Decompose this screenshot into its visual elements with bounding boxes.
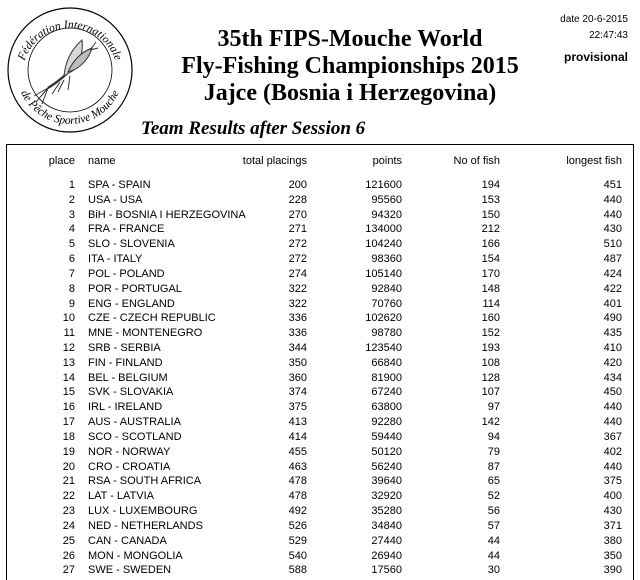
table-row bbox=[7, 520, 633, 535]
title-line-1: 35th FIPS-Mouche World bbox=[217, 26, 483, 52]
cell-team-name: SVK - SLOVAKIA bbox=[88, 386, 174, 399]
table-row bbox=[7, 446, 633, 461]
cell-place: 19 bbox=[62, 445, 75, 458]
cell-place: 5 bbox=[68, 238, 75, 251]
cell-no-of-fish: 166 bbox=[481, 238, 500, 251]
page-subtitle: Team Results after Session 6 bbox=[141, 118, 366, 139]
cell-points: 121600 bbox=[365, 179, 402, 191]
cell-points: 32920 bbox=[371, 490, 402, 503]
results-table bbox=[6, 144, 634, 580]
cell-total-placings: 272 bbox=[288, 238, 307, 251]
header-place: place bbox=[48, 155, 75, 167]
cell-longest-fish: 371 bbox=[603, 519, 622, 532]
table-row bbox=[7, 223, 633, 238]
cell-total-placings: 463 bbox=[288, 460, 307, 473]
cell-team-name: NOR - NORWAY bbox=[88, 445, 171, 458]
cell-total-placings: 360 bbox=[288, 371, 307, 384]
cell-total-placings: 374 bbox=[288, 386, 307, 399]
svg-text:de Pêche Sportive Mouche bbox=[18, 88, 122, 127]
table-row bbox=[7, 475, 633, 490]
header-no-of-fish: No of fish bbox=[453, 155, 500, 167]
cell-total-placings: 344 bbox=[288, 342, 307, 355]
cell-no-of-fish: 108 bbox=[481, 356, 500, 369]
cell-total-placings: 526 bbox=[288, 519, 307, 532]
cell-place: 20 bbox=[62, 460, 75, 473]
table-row bbox=[7, 461, 633, 476]
cell-team-name: LAT - LATVIA bbox=[88, 490, 155, 503]
cell-place: 27 bbox=[62, 564, 75, 577]
cell-place: 10 bbox=[62, 312, 75, 325]
cell-team-name: SCO - SCOTLAND bbox=[88, 430, 182, 443]
cell-longest-fish: 350 bbox=[603, 549, 622, 562]
table-row bbox=[7, 372, 633, 387]
cell-place: 4 bbox=[68, 223, 75, 236]
table-row bbox=[7, 505, 633, 520]
cell-no-of-fish: 150 bbox=[481, 208, 500, 221]
cell-longest-fish: 390 bbox=[603, 564, 622, 577]
cell-team-name: POL - POLAND bbox=[88, 267, 165, 280]
cell-points: 17560 bbox=[371, 564, 402, 577]
cell-no-of-fish: 44 bbox=[487, 534, 500, 547]
cell-team-name: BEL - BELGIUM bbox=[88, 371, 168, 384]
report-date: date 20-6-2015 bbox=[560, 14, 628, 25]
cell-team-name: IRL - IRELAND bbox=[88, 401, 163, 414]
cell-points: 105140 bbox=[365, 267, 402, 280]
table-row bbox=[7, 416, 633, 431]
cell-longest-fish: 435 bbox=[603, 327, 622, 340]
cell-place: 12 bbox=[62, 342, 75, 355]
cell-total-placings: 274 bbox=[288, 267, 307, 280]
cell-place: 16 bbox=[62, 401, 75, 414]
cell-total-placings: 540 bbox=[288, 549, 307, 562]
cell-team-name: RSA - SOUTH AFRICA bbox=[88, 475, 202, 488]
mayfly-icon bbox=[34, 40, 98, 104]
table-row bbox=[7, 253, 633, 268]
cell-longest-fish: 367 bbox=[603, 430, 622, 443]
cell-total-placings: 478 bbox=[288, 475, 307, 488]
cell-points: 104240 bbox=[365, 238, 402, 251]
cell-longest-fish: 420 bbox=[603, 356, 622, 369]
cell-place: 17 bbox=[62, 416, 75, 429]
cell-longest-fish: 490 bbox=[603, 312, 622, 325]
logo-text-bottom: de Pêche Sportive Mouche bbox=[18, 88, 122, 128]
cell-place: 15 bbox=[62, 386, 75, 399]
cell-team-name: AUS - AUSTRALIA bbox=[88, 416, 181, 429]
table-row bbox=[7, 535, 633, 550]
cell-place: 8 bbox=[68, 282, 75, 295]
cell-no-of-fish: 52 bbox=[487, 490, 500, 503]
cell-no-of-fish: 87 bbox=[487, 460, 500, 473]
cell-no-of-fish: 79 bbox=[487, 445, 500, 458]
cell-points: 63800 bbox=[371, 401, 402, 414]
cell-longest-fish: 487 bbox=[603, 253, 622, 266]
cell-team-name: CRO - CROATIA bbox=[88, 460, 171, 473]
cell-place: 2 bbox=[68, 193, 75, 206]
cell-points: 102620 bbox=[365, 312, 402, 325]
cell-points: 59440 bbox=[371, 430, 402, 443]
cell-team-name: MNE - MONTENEGRO bbox=[88, 327, 203, 340]
cell-points: 92840 bbox=[371, 282, 402, 295]
cell-team-name: FIN - FINLAND bbox=[88, 356, 163, 369]
cell-team-name: ENG - ENGLAND bbox=[88, 297, 175, 310]
cell-points: 134000 bbox=[365, 223, 402, 236]
cell-longest-fish: 402 bbox=[603, 445, 622, 458]
cell-no-of-fish: 170 bbox=[481, 267, 500, 280]
cell-points: 123540 bbox=[365, 342, 402, 355]
cell-place: 25 bbox=[62, 534, 75, 547]
cell-longest-fish: 400 bbox=[603, 490, 622, 503]
cell-team-name: NED - NETHERLANDS bbox=[88, 519, 203, 532]
title-line-3: Jajce (Bosnia i Herzegovina) bbox=[203, 80, 497, 106]
cell-no-of-fish: 194 bbox=[481, 179, 500, 191]
cell-no-of-fish: 44 bbox=[487, 549, 500, 562]
header-total-placings: total placings bbox=[242, 155, 307, 167]
table-row bbox=[7, 550, 633, 565]
report-time: 22:47:43 bbox=[589, 30, 628, 41]
cell-place: 26 bbox=[62, 549, 75, 562]
cell-longest-fish: 422 bbox=[603, 282, 622, 295]
cell-no-of-fish: 107 bbox=[481, 386, 500, 399]
table-row bbox=[7, 298, 633, 313]
cell-total-placings: 200 bbox=[288, 179, 307, 191]
cell-points: 98360 bbox=[371, 253, 402, 266]
cell-longest-fish: 451 bbox=[603, 179, 622, 191]
cell-points: 94320 bbox=[371, 208, 402, 221]
cell-team-name: LUX - LUXEMBOURG bbox=[88, 505, 198, 518]
cell-no-of-fish: 57 bbox=[487, 519, 500, 532]
table-row bbox=[7, 564, 633, 579]
table-row bbox=[7, 209, 633, 224]
cell-team-name: BiH - BOSNIA I HERZEGOVINA bbox=[88, 208, 246, 221]
cell-place: 6 bbox=[68, 253, 75, 266]
table-row bbox=[7, 386, 633, 401]
cell-place: 22 bbox=[62, 490, 75, 503]
table-row bbox=[7, 283, 633, 298]
cell-place: 1 bbox=[68, 179, 75, 191]
title-line-2: Fly-Fishing Championships 2015 bbox=[181, 53, 519, 79]
cell-total-placings: 336 bbox=[288, 312, 307, 325]
cell-team-name: SWE - SWEDEN bbox=[88, 564, 172, 577]
cell-total-placings: 322 bbox=[288, 282, 307, 295]
cell-total-placings: 478 bbox=[288, 490, 307, 503]
cell-total-placings: 414 bbox=[288, 430, 307, 443]
cell-no-of-fish: 148 bbox=[481, 282, 500, 295]
cell-no-of-fish: 160 bbox=[481, 312, 500, 325]
cell-points: 56240 bbox=[371, 460, 402, 473]
cell-total-placings: 272 bbox=[288, 253, 307, 266]
cell-team-name: CAN - CANADA bbox=[88, 534, 167, 547]
cell-longest-fish: 510 bbox=[603, 238, 622, 251]
cell-points: 67240 bbox=[371, 386, 402, 399]
table-row bbox=[7, 238, 633, 253]
cell-longest-fish: 440 bbox=[603, 193, 622, 206]
header-longest-fish: longest fish bbox=[566, 155, 622, 167]
fips-mouche-logo bbox=[4, 4, 136, 136]
cell-no-of-fish: 30 bbox=[487, 564, 500, 577]
status-label: provisional bbox=[563, 50, 628, 64]
cell-total-placings: 588 bbox=[288, 564, 307, 577]
cell-longest-fish: 375 bbox=[603, 475, 622, 488]
cell-longest-fish: 440 bbox=[603, 416, 622, 429]
table-header bbox=[7, 155, 633, 169]
cell-no-of-fish: 142 bbox=[481, 416, 500, 429]
cell-team-name: SLO - SLOVENIA bbox=[88, 238, 175, 251]
cell-total-placings: 375 bbox=[288, 401, 307, 414]
header-name: name bbox=[88, 155, 116, 167]
cell-team-name: USA - USA bbox=[88, 193, 143, 206]
cell-place: 23 bbox=[62, 505, 75, 518]
cell-team-name: ITA - ITALY bbox=[88, 253, 143, 266]
cell-no-of-fish: 212 bbox=[481, 223, 500, 236]
cell-longest-fish: 401 bbox=[603, 297, 622, 310]
cell-points: 27440 bbox=[371, 534, 402, 547]
cell-total-placings: 336 bbox=[288, 327, 307, 340]
cell-total-placings: 270 bbox=[288, 208, 307, 221]
table-row bbox=[7, 268, 633, 283]
table-row bbox=[7, 342, 633, 357]
cell-team-name: SRB - SERBIA bbox=[88, 342, 161, 355]
cell-longest-fish: 440 bbox=[603, 460, 622, 473]
cell-longest-fish: 430 bbox=[603, 223, 622, 236]
cell-team-name: SPA - SPAIN bbox=[88, 179, 151, 191]
cell-place: 21 bbox=[62, 475, 75, 488]
cell-team-name: CZE - CZECH REPUBLIC bbox=[88, 312, 216, 325]
cell-place: 24 bbox=[62, 519, 75, 532]
cell-longest-fish: 440 bbox=[603, 208, 622, 221]
table-row bbox=[7, 431, 633, 446]
cell-total-placings: 271 bbox=[288, 223, 307, 236]
table-row bbox=[7, 194, 633, 209]
cell-points: 92280 bbox=[371, 416, 402, 429]
header-points: points bbox=[372, 155, 402, 167]
cell-longest-fish: 434 bbox=[603, 371, 622, 384]
cell-no-of-fish: 153 bbox=[481, 193, 500, 206]
cell-total-placings: 455 bbox=[288, 445, 307, 458]
cell-place: 14 bbox=[62, 371, 75, 384]
cell-no-of-fish: 114 bbox=[482, 297, 500, 310]
cell-points: 95560 bbox=[371, 193, 402, 206]
cell-points: 35280 bbox=[371, 505, 402, 518]
cell-total-placings: 529 bbox=[288, 534, 307, 547]
table-row bbox=[7, 490, 633, 505]
cell-longest-fish: 430 bbox=[603, 505, 622, 518]
cell-total-placings: 350 bbox=[288, 356, 307, 369]
cell-place: 18 bbox=[62, 430, 75, 443]
cell-no-of-fish: 193 bbox=[481, 342, 500, 355]
table-row bbox=[7, 357, 633, 372]
cell-points: 50120 bbox=[371, 445, 402, 458]
cell-place: 3 bbox=[68, 208, 75, 221]
cell-longest-fish: 450 bbox=[603, 386, 622, 399]
table-row bbox=[7, 179, 633, 194]
cell-team-name: FRA - FRANCE bbox=[88, 223, 165, 236]
cell-total-placings: 228 bbox=[288, 193, 307, 206]
cell-total-placings: 492 bbox=[288, 505, 307, 518]
cell-points: 26940 bbox=[371, 549, 402, 562]
cell-longest-fish: 440 bbox=[603, 401, 622, 414]
cell-place: 13 bbox=[62, 356, 75, 369]
cell-no-of-fish: 94 bbox=[487, 430, 500, 443]
cell-place: 9 bbox=[68, 297, 75, 310]
cell-no-of-fish: 56 bbox=[487, 505, 500, 518]
table-row bbox=[7, 327, 633, 342]
cell-points: 66840 bbox=[371, 356, 402, 369]
table-row bbox=[7, 401, 633, 416]
cell-no-of-fish: 152 bbox=[481, 327, 500, 340]
cell-points: 39640 bbox=[371, 475, 402, 488]
cell-longest-fish: 380 bbox=[603, 534, 622, 547]
cell-total-placings: 413 bbox=[288, 416, 307, 429]
logo-text-top: Fédération Internationale bbox=[16, 18, 125, 63]
cell-no-of-fish: 65 bbox=[487, 475, 500, 488]
cell-team-name: MON - MONGOLIA bbox=[88, 549, 183, 562]
cell-team-name: POR - PORTUGAL bbox=[88, 282, 182, 295]
cell-points: 70760 bbox=[371, 297, 402, 310]
cell-points: 81900 bbox=[371, 371, 402, 384]
cell-points: 98780 bbox=[371, 327, 402, 340]
cell-points: 34840 bbox=[371, 519, 402, 532]
table-row bbox=[7, 312, 633, 327]
cell-longest-fish: 410 bbox=[603, 342, 622, 355]
cell-no-of-fish: 128 bbox=[481, 371, 500, 384]
cell-longest-fish: 424 bbox=[603, 267, 622, 280]
cell-place: 7 bbox=[68, 267, 75, 280]
cell-no-of-fish: 154 bbox=[481, 253, 500, 266]
cell-place: 11 bbox=[63, 327, 75, 340]
cell-total-placings: 322 bbox=[288, 297, 307, 310]
cell-no-of-fish: 97 bbox=[487, 401, 500, 414]
